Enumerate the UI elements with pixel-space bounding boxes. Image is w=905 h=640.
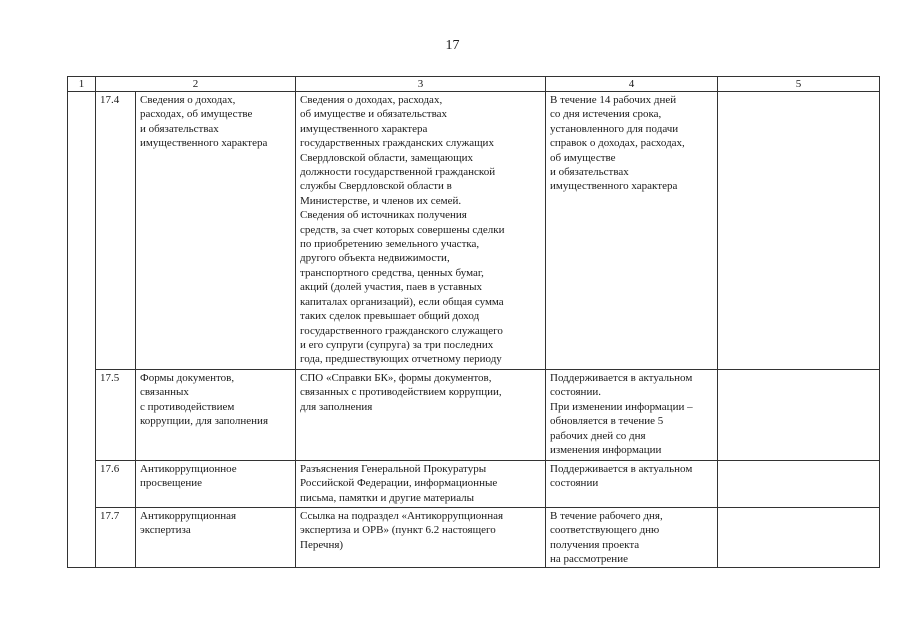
header-col-5: 5 bbox=[718, 77, 880, 92]
row-name: Антикоррупционное просвещение bbox=[136, 461, 296, 508]
header-row bbox=[68, 77, 880, 92]
row-period: Поддерживается в актуальном состоянии bbox=[546, 461, 718, 508]
row-name: Антикоррупционная экспертиза bbox=[136, 508, 296, 568]
row-note bbox=[718, 370, 880, 461]
row-content: Ссылка на подраздел «Антикоррупционная экспертиза и ОРВ» (пункт 6.2 настоящего Перечня) bbox=[296, 508, 546, 568]
row-content: Разъяснения Генеральной Прокуратуры Российской Федерации, информационные письма, памятки и другие материалы bbox=[296, 461, 546, 508]
row-period: В течение 14 рабочих дней со дня истечения срока, установленного для подачи справок о доходах, расходах, об имуществе и обязательствах имущественного характера bbox=[546, 92, 718, 370]
table-row bbox=[68, 370, 880, 461]
row-content: СПО «Справки БК», формы документов, связанных с противодействием коррупции, для заполнения bbox=[296, 370, 546, 461]
header-col-1: 1 bbox=[68, 77, 96, 92]
row-name: Сведения о доходах, расходах, об имуществе и обязательствах имущественного характера bbox=[136, 92, 296, 370]
header-col-3: 3 bbox=[296, 77, 546, 92]
document-table bbox=[67, 76, 880, 568]
row-name: Формы документов, связанных с противодействием коррупции, для заполнения bbox=[136, 370, 296, 461]
row-note bbox=[718, 508, 880, 568]
page-number: 17 bbox=[445, 38, 460, 53]
row-note bbox=[718, 92, 880, 370]
row-number: 17.4 bbox=[96, 92, 136, 370]
row-content: Сведения о доходах, расходах, об имуществе и обязательствах имущественного характера государственных гражданских служащих Свердловской области, замещающих должности государственной гражданской службы Свердловской области в Министерстве, и членов их семей. Сведения об источниках получения средств, за счет которых совершены сделки по приобретению земельного участка, другого объекта недвижимости, транспортного средства, ценных бумаг, акций (долей участия, паев в уставных капиталах организаций), если общая сумма таких сделок превышает общий доход государственного гражданского служащего и его супруги (супруга) за три последних года, предшествующих отчетному периоду bbox=[296, 92, 546, 370]
row-period: Поддерживается в актуальном состоянии. При изменении информации – обновляется в течение 5 рабочих дней со дня изменения информации bbox=[546, 370, 718, 461]
header-col-4: 4 bbox=[546, 77, 718, 92]
table-row bbox=[68, 461, 880, 508]
row-number: 17.6 bbox=[96, 461, 136, 508]
row-number: 17.7 bbox=[96, 508, 136, 568]
row-period: В течение рабочего дня, соответствующего дню получения проекта на рассмотрение bbox=[546, 508, 718, 568]
header-col-2: 2 bbox=[96, 77, 296, 92]
table-row bbox=[68, 508, 880, 568]
row-number: 17.5 bbox=[96, 370, 136, 461]
row-note bbox=[718, 461, 880, 508]
table-row bbox=[68, 92, 880, 370]
section-blank-cell bbox=[68, 92, 96, 568]
